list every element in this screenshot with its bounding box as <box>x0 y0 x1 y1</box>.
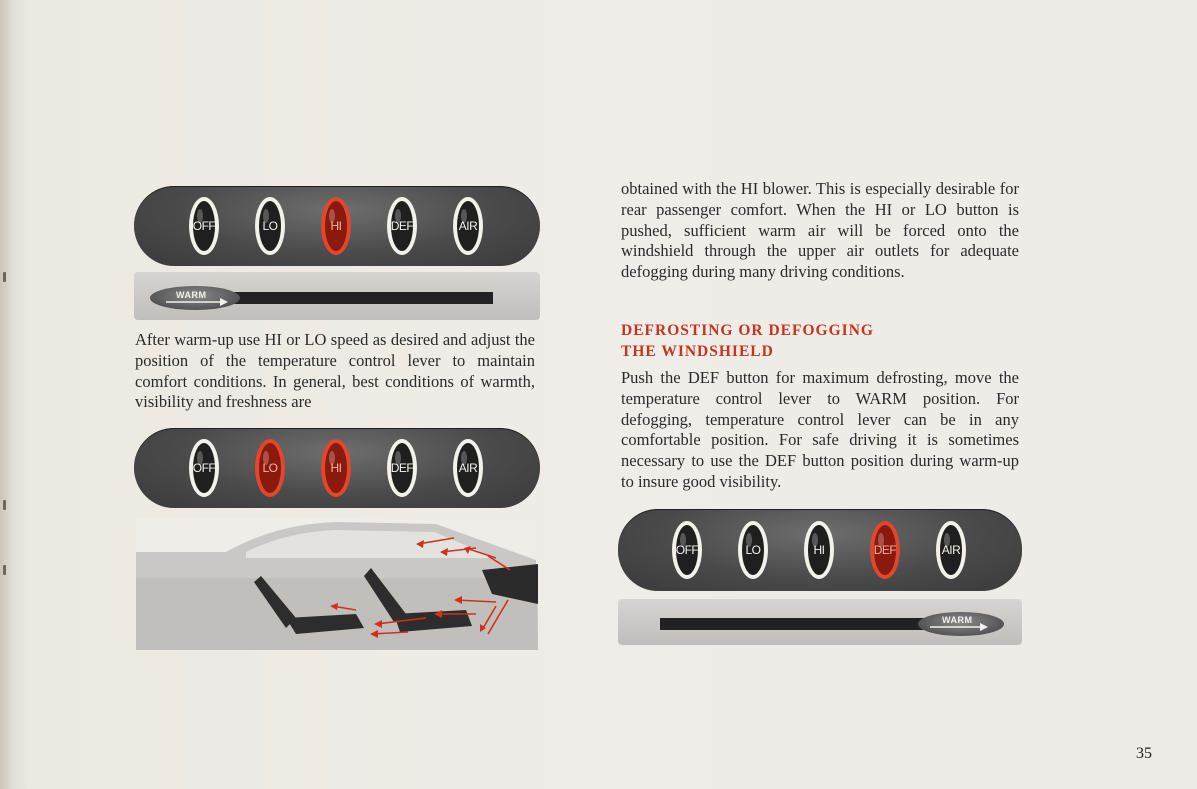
temperature-lever-track <box>660 618 940 630</box>
control-panel-2 <box>134 428 540 508</box>
air-button[interactable]: AIR <box>453 197 483 255</box>
air-button[interactable]: AIR <box>453 439 483 497</box>
temperature-lever-track <box>229 292 493 304</box>
def-button[interactable]: DEF <box>870 521 900 579</box>
def-button[interactable]: DEF <box>387 439 417 497</box>
car-airflow-illustration <box>136 518 538 650</box>
def-button[interactable]: DEF <box>387 197 417 255</box>
heading-line-1: DEFROSTING OR DEFOGGING <box>621 322 874 339</box>
page-number: 35 <box>1136 745 1152 762</box>
page-binding <box>0 0 14 789</box>
right-paragraph-2: Push the DEF button for maximum defrosting, move the temperature control lever to WARM position. For defogging, temperature control lever can be in any comfortable position. For safe driving it is sometimes necessary to use the DEF button position during warm-up to insure good visibility. <box>621 368 1019 491</box>
heading-line-2: THE WINDSHIELD <box>621 343 774 360</box>
lo-button[interactable]: LO <box>255 439 285 497</box>
arrow-right-icon <box>166 298 228 306</box>
control-panel-3 <box>618 509 1022 647</box>
hi-button[interactable]: HI <box>321 197 351 255</box>
left-paragraph: After warm-up use HI or LO speed as desired and adjust the position of the temperature control lever to maintain comfort conditions. In general, best conditions of warmth, visibility and freshness are <box>135 330 535 412</box>
binding-stitch <box>3 500 6 510</box>
control-panel-1 <box>134 186 540 322</box>
lo-button[interactable]: LO <box>255 197 285 255</box>
right-paragraph-1: obtained with the HI blower. This is especially desirable for rear passenger comfort. When the HI or LO button is pushed, sufficient warm air will be forced onto the windshield through the upper air outlets for adequate defogging during many driving conditions. <box>621 179 1019 282</box>
warm-label: WARM <box>176 290 207 300</box>
binding-stitch <box>3 565 6 575</box>
binding-stitch <box>3 272 6 282</box>
hi-button[interactable]: HI <box>804 521 834 579</box>
hi-button[interactable]: HI <box>321 439 351 497</box>
warm-label: WARM <box>942 615 973 625</box>
arrow-right-icon <box>930 623 988 631</box>
air-button[interactable]: AIR <box>936 521 966 579</box>
off-button[interactable]: OFF <box>189 439 219 497</box>
off-button[interactable]: OFF <box>672 521 702 579</box>
section-heading <box>621 320 874 362</box>
lo-button[interactable]: LO <box>738 521 768 579</box>
off-button[interactable]: OFF <box>189 197 219 255</box>
